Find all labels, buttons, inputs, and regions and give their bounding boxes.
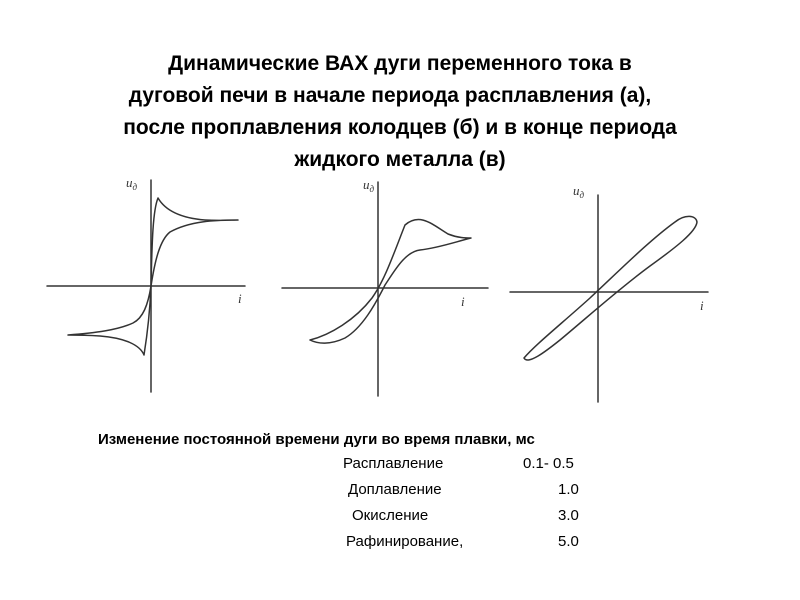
figure-b-x-label: i	[461, 294, 465, 309]
title-line-3: после проплавления колодцев (б) и в конце периода	[123, 116, 677, 139]
figure-b-curve	[310, 220, 471, 344]
stage-label: Окисление	[352, 507, 429, 524]
title-line-4: жидкого металла (в)	[294, 148, 506, 171]
title-line-2: дуговой печи в начале периода расплавления (а),	[128, 84, 652, 107]
stage-label: Рафинирование,	[346, 533, 464, 550]
figure-c-curve	[524, 216, 697, 360]
stage-label: Расплавление	[343, 455, 444, 472]
slide-title	[0, 48, 800, 176]
figure-c-y-label: $u_д$	[573, 183, 585, 200]
figure-a-x-label: i	[238, 291, 242, 306]
figure-c	[510, 195, 708, 402]
figure-b-y-label: $u_д$	[363, 177, 375, 194]
stage-label: Доплавление	[348, 481, 442, 498]
stage-value: 3.0	[558, 507, 579, 524]
stage-value: 1.0	[558, 481, 579, 498]
table-title: Изменение постоянной времени дуги во время плавки, мс	[98, 431, 535, 448]
figure-b	[282, 182, 488, 396]
figure-a-curve	[68, 198, 238, 355]
vac-figures	[0, 170, 800, 410]
figure-a	[47, 180, 245, 392]
figure-c-x-label: i	[700, 298, 704, 313]
title-line-1: Динамические ВАХ дуги переменного тока в	[168, 52, 632, 75]
stage-value: 5.0	[558, 533, 579, 550]
stage-value: 0.1- 0.5	[523, 455, 574, 472]
figure-a-y-label: $u_д$	[126, 175, 138, 192]
vac-diagrams-svg	[0, 170, 800, 410]
